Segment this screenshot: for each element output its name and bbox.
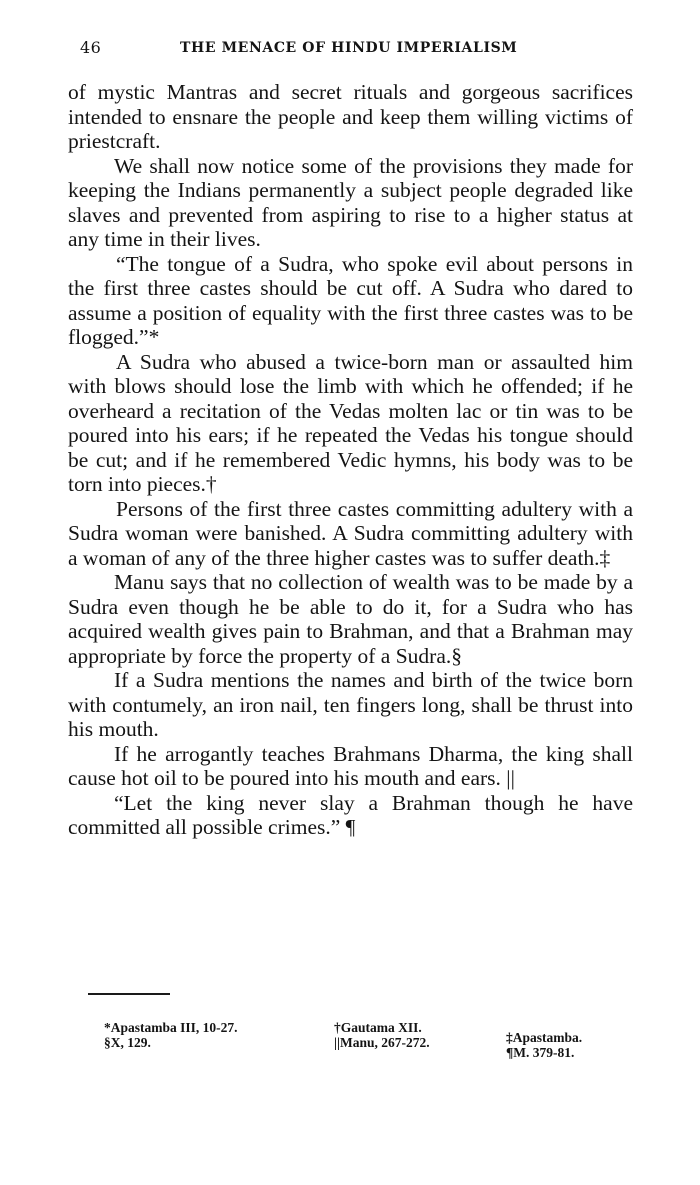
paragraph-wealth: Manu says that no collection of wealth was to be made by a Sudra even though he be able to do it, for a Sudra who has acquired wealth gives pain to Brahman, and that a Brahman may appropriate by force the property of a Sudra.§ [68, 570, 633, 668]
paragraph-king-quote: “Let the king never slay a Brahman though he have committed all possible crimes.” ¶ [68, 790, 633, 839]
footnote-x-129: §X, 129. [104, 1035, 151, 1050]
paragraph-continuation: of mystic Mantras and secret rituals and gorgeous sacrifices intended to ensnare the people and keep them willing victims of priestcraft. [68, 80, 633, 153]
footnote-m-379: ¶M. 379-81. [506, 1045, 575, 1060]
paragraph-provisions: We shall now notice some of the provisions they made for keeping the Indians permanently a subject people degraded like slaves and prevented from aspiring to rise to a higher status at any time in their lives. [68, 153, 633, 251]
page-header [80, 38, 640, 62]
paragraph-adultery: Persons of the first three castes committing adultery with a Sudra woman were banished. A Sudra committing adultery with a woman of any of the three higher castes was to suffer death.‡ [68, 496, 633, 570]
paragraph-tongue-quote: “The tongue of a Sudra, who spoke evil about persons in the first three castes should be cut off. A Sudra who dared to assume a position of equality with the first three castes was to be flogged.”* [68, 251, 633, 349]
footnotes [104, 1020, 634, 1080]
paragraph-punishments: A Sudra who abused a twice-born man or assaulted him with blows should lose the limb with which he offended; if he overheard a recitation of the Vedas molten lac or tin was to be poured into his ears; if he repeated the Vedas his tongue should be cut; and if he remembered Vedic hymns, his body was to be torn into pieces.† [68, 349, 633, 496]
footnote-column-3 [506, 1030, 582, 1060]
running-title: THE MENACE OF HINDU IMPERIALISM [180, 40, 518, 56]
footnote-column-2 [334, 1020, 430, 1050]
footnote-column-1 [104, 1020, 238, 1050]
paragraph-hot-oil: If he arrogantly teaches Brahmans Dharma, the king shall cause hot oil to be poured into his mouth and ears. || [68, 741, 633, 790]
footnote-apastamba: ‡Apastamba. [506, 1030, 583, 1045]
body-text [68, 80, 633, 840]
footnote-manu: ||Manu, 267-272. [334, 1035, 430, 1050]
footnote-apastamba-iii: *Apastamba III, 10-27. [104, 1020, 238, 1035]
paragraph-iron-nail: If a Sudra mentions the names and birth of the twice born with contumely, an iron nail, ten fingers long, shall be thrust into his mouth. [68, 668, 633, 741]
footnote-divider [88, 993, 170, 995]
footnote-gautama: †Gautama XII. [334, 1020, 422, 1035]
page-number: 46 [80, 38, 102, 57]
